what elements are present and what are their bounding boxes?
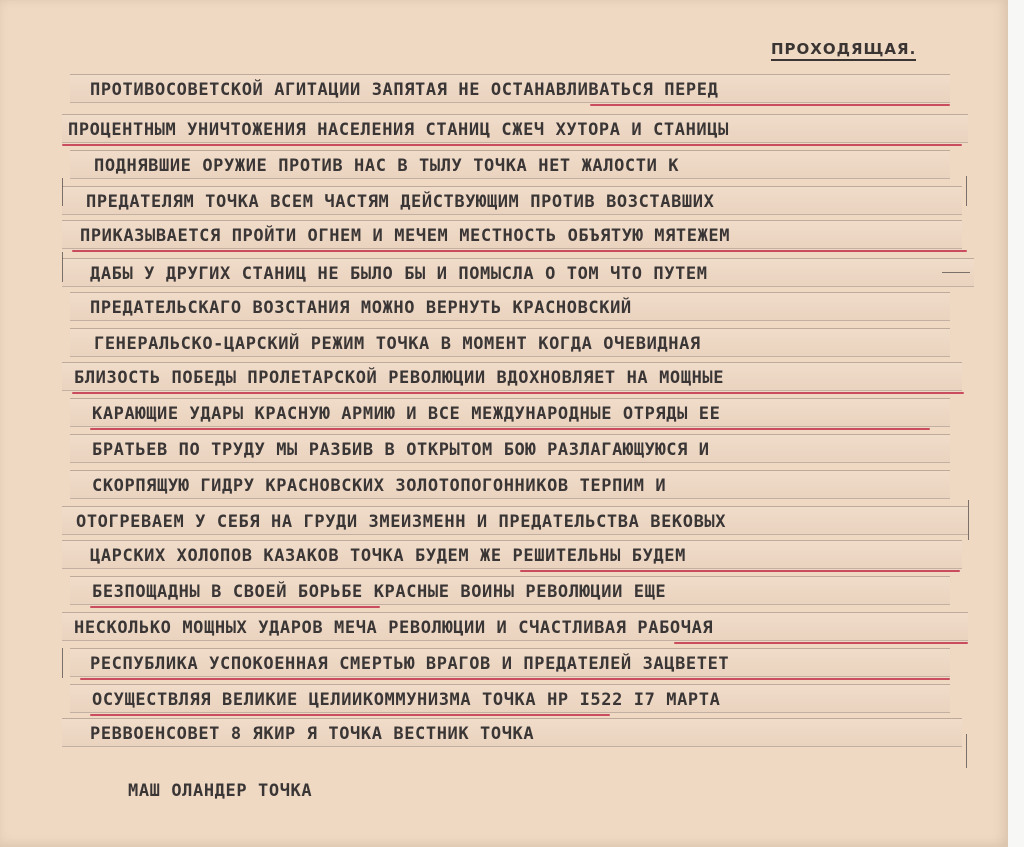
telegram-line-text: КАРАЮЩИЕ УДАРЫ КРАСНУЮ АРМИЮ И ВСЕ МЕЖДУНАРОДНЫЕ ОТРЯДЫ ЕЕ	[92, 404, 721, 424]
red-underline	[90, 606, 380, 608]
telegram-line-text: ДАБЫ У ДРУГИХ СТАНИЦ НЕ БЫЛО БЫ И ПОМЫСЛА О ТОМ ЧТО ПУТЕМ	[90, 264, 708, 284]
red-underline	[674, 642, 968, 644]
telegram-line-text: ЦАРСКИХ ХОЛОПОВ КАЗАКОВ ТОЧКА БУДЕМ ЖЕ РЕШИТЕЛЬНЫ БУДЕМ	[90, 546, 686, 566]
telegram-tape-line	[70, 576, 950, 605]
telegram-tape-line	[62, 718, 962, 747]
telegram-tape-line	[62, 186, 962, 215]
telegram-tape-line	[70, 74, 950, 103]
telegram-line-text: ПРОЦЕНТНЫМ УНИЧТОЖЕНИЯ НАСЕЛЕНИЯ СТАНИЦ СЖЕЧ ХУТОРА И СТАНИЦЫ	[68, 120, 729, 140]
telegram-line-text: БЕЗПОЩАДНЫ В СВОЕЙ БОРЬБЕ КРАСНЫЕ ВОИНЫ РЕВОЛЮЦИИ ЕЩЕ	[92, 582, 667, 602]
margin-tick	[62, 252, 63, 282]
telegram-line-text: ПРОТИВОСОВЕТСКОЙ АГИТАЦИИ ЗАПЯТАЯ НЕ ОСТАНАВЛИВАТЬСЯ ПЕРЕД	[90, 80, 719, 100]
telegram-line-text: РЕСПУБЛИКА УСПОКОЕННАЯ СМЕРТЬЮ ВРАГОВ И ПРЕДАТЕЛЕЙ ЗАЦВЕТЕТ	[90, 654, 730, 674]
telegram-line-text: ПОДНЯВШИЕ ОРУЖИЕ ПРОТИВ НАС В ТЫЛУ ТОЧКА НЕТ ЖАЛОСТИ К	[94, 156, 680, 176]
telegram-line-text: ГЕНЕРАЛЬСКО-ЦАРСКИЙ РЕЖИМ ТОЧКА В МОМЕНТ КОГДА ОЧЕВИДНАЯ	[94, 334, 701, 354]
red-underline	[72, 250, 967, 252]
telegram-tape-line	[62, 362, 962, 391]
margin-tick	[942, 272, 970, 273]
telegram-line-text: ПРЕДАТЕЛЬСКАГО ВОЗСТАНИЯ МОЖНО ВЕРНУТЬ КРАСНОВСКИЙ	[90, 298, 632, 318]
telegram-line-text: ПРИКАЗЫВАЕТСЯ ПРОЙТИ ОГНЕМ И МЕЧЕМ МЕСТНОСТЬ ОБЪЯТУЮ МЯТЕЖЕМ	[80, 226, 731, 246]
margin-tick	[968, 500, 969, 540]
telegram-line-text: РЕВВОЕНСОВЕТ 8 ЯКИР Я ТОЧКА ВЕСТНИК ТОЧКА	[90, 724, 535, 744]
telegram-tape-line	[62, 612, 968, 641]
red-underline	[590, 104, 950, 106]
telegram-tape-line	[70, 328, 950, 357]
telegram-tape-line	[62, 540, 962, 569]
red-underline	[62, 144, 962, 146]
red-underline	[90, 428, 930, 430]
scan-edge	[1008, 0, 1024, 847]
telegram-line-text: ОСУЩЕСТВЛЯЯ ВЕЛИКИЕ ЦЕЛИИКОММУНИЗМА ТОЧКА НР I522 I7 МАРТА	[92, 690, 721, 710]
margin-tick	[62, 178, 63, 206]
telegram-line-text: НЕСКОЛЬКО МОЩНЫХ УДАРОВ МЕЧА РЕВОЛЮЦИИ И СЧАСТЛИВАЯ РАБОЧАЯ	[74, 618, 714, 638]
signature-line: МАШ ОЛАНДЕР ТОЧКА	[128, 781, 313, 801]
red-underline	[520, 570, 960, 572]
telegram-tape-line	[70, 648, 950, 677]
margin-tick	[62, 648, 63, 678]
telegram-tape-line	[70, 150, 950, 179]
telegram-tape-line	[70, 470, 950, 499]
margin-tick	[966, 734, 967, 768]
red-underline	[90, 714, 610, 716]
telegram-tape-line	[62, 114, 968, 143]
telegram-tape-line	[62, 220, 962, 249]
telegram-line-text: ОТОГРЕВАЕМ У СЕБЯ НА ГРУДИ ЗМЕИЗМЕНН И ПРЕДАТЕЛЬСТВА ВЕКОВЫХ	[76, 512, 727, 532]
telegram-tape-line	[70, 398, 950, 427]
telegram-line-text: ПРЕДАТЕЛЯМ ТОЧКА ВСЕМ ЧАСТЯМ ДЕЙСТВУЮЩИМ ПРОТИВ ВОЗСТАВШИХ	[86, 192, 715, 212]
telegram-tape-line	[70, 434, 950, 463]
header-label: ПРОХОДЯЩАЯ.	[771, 40, 916, 61]
telegram-line-text: СКОРПЯЩУЮ ГИДРУ КРАСНОВСКИХ ЗОЛОТОПОГОННИКОВ ТЕРПИМ И	[92, 476, 667, 496]
red-underline	[80, 678, 950, 680]
margin-tick	[966, 176, 967, 206]
red-underline	[72, 392, 964, 394]
telegram-tape-line	[62, 506, 968, 535]
telegram-tape-line	[70, 684, 950, 713]
telegram-tape-line	[70, 292, 950, 321]
telegram-line-text: БРАТЬЕВ ПО ТРУДУ МЫ РАЗБИВ В ОТКРЫТОМ БОЮ РАЗЛАГАЮЩУЮСЯ И	[92, 440, 710, 460]
telegram-line-text: БЛИЗОСТЬ ПОБЕДЫ ПРОЛЕТАРСКОЙ РЕВОЛЮЦИИ ВДОХНОВЛЯЕТ НА МОЩНЫЕ	[74, 368, 725, 388]
telegram-tape-line	[62, 258, 974, 287]
